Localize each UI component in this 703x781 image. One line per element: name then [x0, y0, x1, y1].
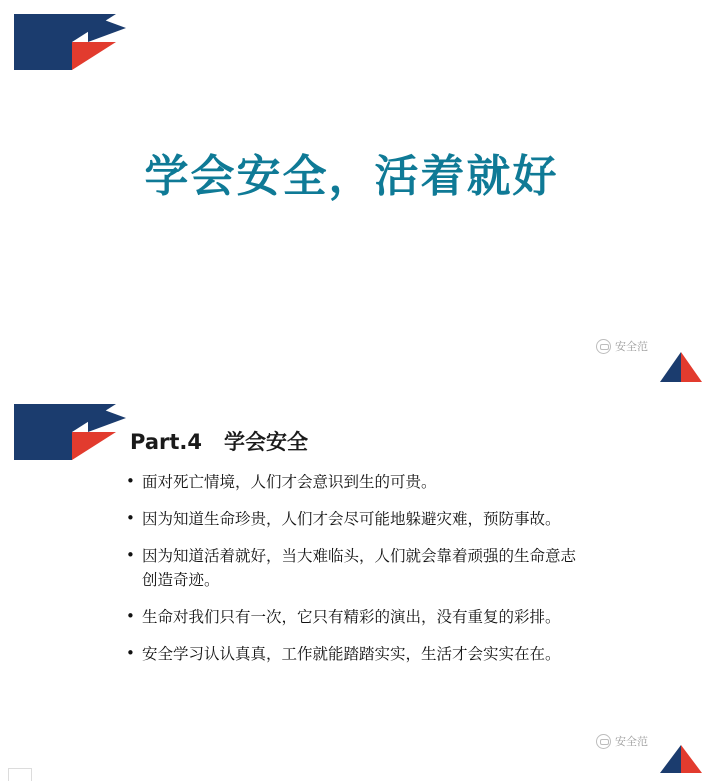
double-chevron-logo-2	[14, 402, 126, 462]
page-edge-marker	[8, 768, 32, 781]
watermark-slide1	[596, 338, 648, 354]
double-chevron-logo-icon	[14, 12, 126, 72]
watermark-label: 安全范	[615, 735, 648, 748]
list-item: • 生命对我们只有一次，它只有精彩的演出，没有重复的彩排。	[126, 605, 586, 629]
chevron-mark-icon	[660, 743, 702, 773]
section-heading-text: 学会安全	[223, 430, 308, 454]
section-heading	[130, 426, 308, 456]
watermark-slide2	[596, 733, 648, 749]
watermark-label: 安全范	[615, 340, 648, 353]
watermark-logo-slide1	[660, 348, 702, 382]
list-item: • 面对死亡情境，人们才会意识到生的可贵。	[126, 470, 586, 494]
bullet-list	[126, 470, 586, 679]
list-item: • 因为知道活着就好，当大难临头，人们就会靠着顽强的生命意志创造奇迹。	[126, 544, 586, 592]
watermark-logo-slide2	[660, 743, 702, 773]
list-item: • 安全学习认认真真，工作就能踏踏实实，生活才会实实在在。	[126, 642, 586, 666]
list-item: • 因为知道生命珍贵，人们才会尽可能地躲避灾难，预防事故。	[126, 507, 586, 531]
slide-bottom	[0, 390, 703, 781]
double-chevron-logo-icon	[14, 402, 126, 462]
slide-top	[0, 0, 703, 390]
wechat-icon	[596, 339, 611, 354]
double-chevron-logo	[14, 12, 126, 72]
section-heading-part: Part.4	[130, 430, 202, 454]
wechat-icon	[596, 734, 611, 749]
chevron-mark-icon	[660, 348, 702, 382]
page-title: 学会安全，活着就好	[144, 151, 559, 202]
